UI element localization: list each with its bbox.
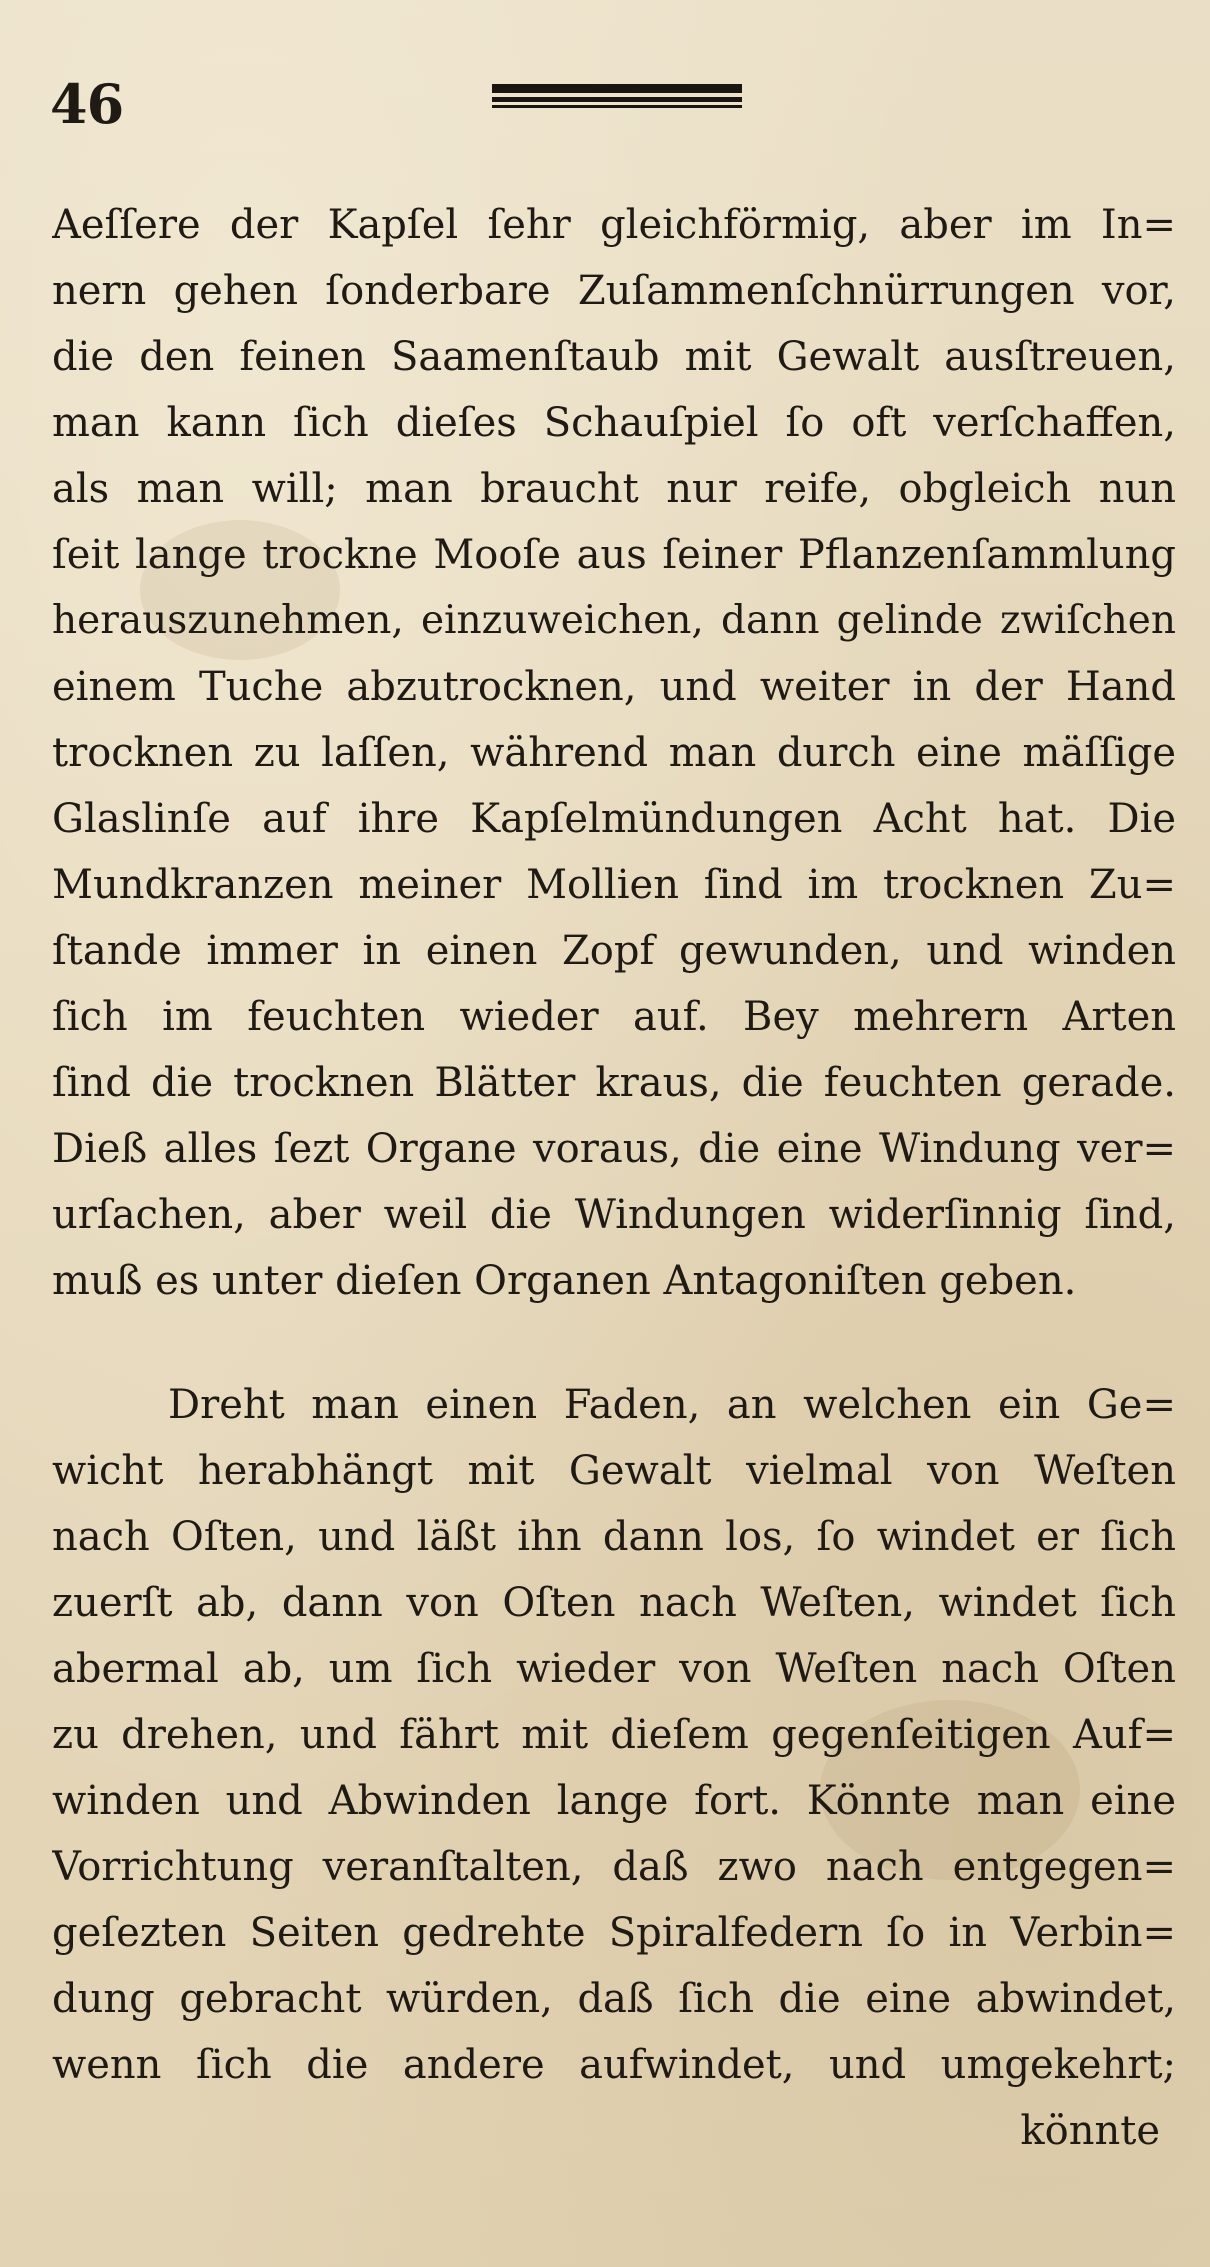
text-line: Glaslinſe auf ihre Kapſelmündungen Acht hat. Die: [52, 796, 1176, 842]
text-line: muß es unter dieſen Organen Antagoniſten geben.: [52, 1258, 1077, 1304]
text-line: winden und Abwinden lange fort. Könnte man eine: [52, 1778, 1176, 1824]
paragraph: [52, 192, 1176, 1314]
page-number: 46: [50, 72, 124, 136]
text-line: wenn ſich die andere aufwindet, und umgekehrt;: [52, 2042, 1176, 2088]
catchword: könnte: [1020, 2108, 1160, 2154]
text-line: nern gehen ſonderbare Zuſammenſchnürrungen vor,: [52, 268, 1176, 314]
header-rule: [492, 97, 742, 102]
text-line: wicht herabhängt mit Gewalt vielmal von Weſten: [52, 1448, 1176, 1494]
header-rule: [492, 84, 742, 93]
text-line: Dreht man einen Faden, an welchen ein Ge=: [168, 1382, 1176, 1428]
text-line: geſezten Seiten gedrehte Spiralfedern ſo in Verbin=: [52, 1910, 1176, 1956]
text-line: Vorrichtung veranſtalten, daß zwo nach entgegen=: [52, 1844, 1176, 1890]
text-line: ſeit lange trockne Mooſe aus ſeiner Pflanzenſammlung: [52, 532, 1176, 578]
text-line: ſind die trocknen Blätter kraus, die feuchten gerade.: [52, 1060, 1176, 1106]
text-line: zu drehen, und fährt mit dieſem gegenſeitigen Auf=: [52, 1712, 1176, 1758]
header-rule: [492, 105, 742, 108]
text-line: abermal ab, um ſich wieder von Weſten nach Oſten: [52, 1646, 1176, 1692]
text-line: die den feinen Saamenſtaub mit Gewalt ausſtreuen,: [52, 334, 1176, 380]
paragraph: [52, 1372, 1176, 2164]
text-line: zuerſt ab, dann von Oſten nach Weſten, windet ſich: [52, 1580, 1176, 1626]
text-line: Mundkranzen meiner Mollien ſind im trocknen Zu=: [52, 862, 1176, 908]
text-line: einem Tuche abzutrocknen, und weiter in der Hand: [52, 664, 1176, 710]
text-line: ſtande immer in einen Zopf gewunden, und winden: [52, 928, 1176, 974]
text-line: Dieß alles ſezt Organe voraus, die eine Windung ver=: [52, 1126, 1176, 1172]
text-line: nach Oſten, und läßt ihn dann los, ſo windet er ſich: [52, 1514, 1176, 1560]
text-line: herauszunehmen, einzuweichen, dann gelinde zwiſchen: [52, 598, 1176, 643]
text-line: dung gebracht würden, daß ſich die eine abwindet,: [52, 1976, 1176, 2022]
text-line: ſich im feuchten wieder auf. Bey mehrern Arten: [52, 994, 1176, 1040]
text-line: urſachen, aber weil die Windungen widerſinnig ſind,: [52, 1192, 1176, 1238]
text-line: als man will; man braucht nur reife, obgleich nun: [52, 466, 1176, 512]
text-line: man kann ſich dieſes Schauſpiel ſo oft verſchaffen,: [52, 400, 1176, 446]
text-line: trocknen zu laſſen, während man durch eine mäſſige: [52, 730, 1176, 776]
text-line: Aeſſere der Kapſel ſehr gleichförmig, aber im In=: [52, 202, 1176, 248]
